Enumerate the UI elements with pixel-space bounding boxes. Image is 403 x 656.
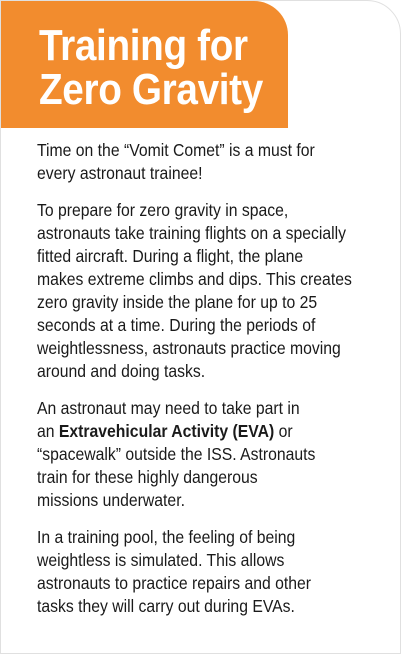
- text-line: train for these highly dangerous: [37, 467, 258, 487]
- title-line-1: Training for: [39, 21, 248, 70]
- intro-paragraph: [37, 139, 357, 185]
- flights-paragraph: [37, 199, 357, 383]
- text-line: zero gravity inside the plane for up to 25: [37, 292, 318, 312]
- text-line: every astronaut trainee!: [37, 163, 203, 183]
- text-line: “spacewalk” outside the ISS. Astronauts: [37, 444, 316, 464]
- text-fragment: an: [37, 421, 59, 441]
- text-line: Time on the “Vomit Comet” is a must for: [37, 140, 315, 160]
- text-line: astronauts to practice repairs and other: [37, 573, 312, 593]
- pool-paragraph: [37, 526, 357, 618]
- title-line-2: Zero Gravity: [39, 65, 263, 114]
- title-banner: [1, 1, 288, 128]
- text-fragment: or: [274, 421, 293, 441]
- article-body: [37, 139, 393, 632]
- text-line: fitted aircraft. During a flight, the plane: [37, 246, 304, 266]
- text-line: weightlessness, astronauts practice moving: [37, 338, 341, 358]
- text-line: [37, 420, 357, 443]
- text-line: weightless is simulated. This allows: [37, 550, 285, 570]
- text-line: In a training pool, the feeling of being: [37, 527, 296, 547]
- text-line: tasks they will carry out during EVAs.: [37, 596, 295, 616]
- text-line: missions underwater.: [37, 490, 185, 510]
- text-line: To prepare for zero gravity in space,: [37, 200, 289, 220]
- text-line: makes extreme climbs and dips. This creates: [37, 269, 352, 289]
- text-line: An astronaut may need to take part in: [37, 398, 300, 418]
- text-line: around and doing tasks.: [37, 361, 206, 381]
- text-line: astronauts take training flights on a specially: [37, 223, 347, 243]
- text-line: seconds at a time. During the periods of: [37, 315, 316, 335]
- eva-term: Extravehicular Activity (EVA): [58, 421, 275, 441]
- eva-paragraph: [37, 397, 357, 512]
- page-title: [39, 21, 263, 114]
